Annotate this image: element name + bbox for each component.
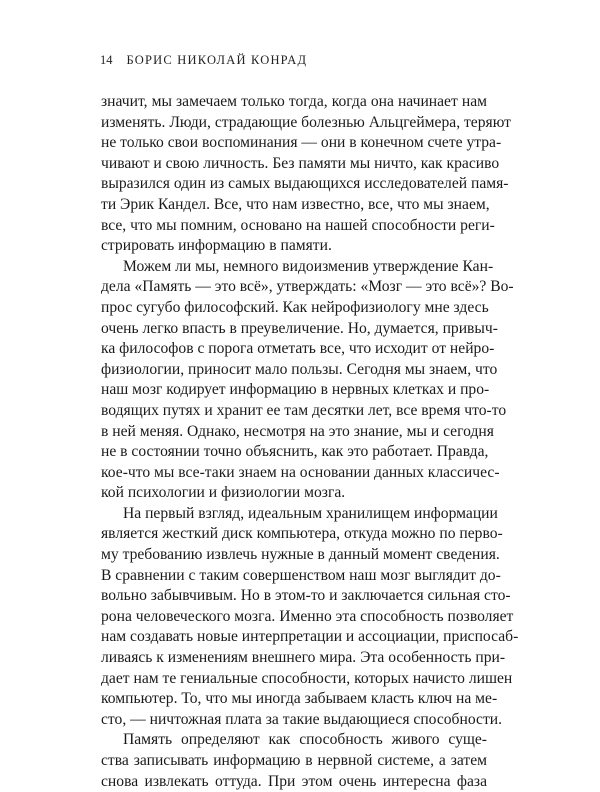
text-line: му требованию извлечь нужные в данный момент сведения. bbox=[101, 546, 500, 564]
text-line: ства записывать информацию в нервной системе, а затем bbox=[101, 752, 487, 769]
text-line: На первый взгляд, идеальным хранилищем информации bbox=[123, 504, 498, 522]
running-head-title: БОРИС НИКОЛАЙ КОНРАД bbox=[126, 53, 308, 67]
running-head bbox=[100, 53, 307, 68]
text-line: снова извлекать оттуда. При этом очень интересна фаза bbox=[101, 772, 487, 790]
text-line: ливаясь к изменениям внешнего мира. Эта особенность при- bbox=[101, 649, 506, 667]
text-line: изменять. Люди, страдающие болезнью Альцгеймера, теряют bbox=[101, 113, 511, 131]
text-line: очень легко впасть в преувеличение. Но, думается, привыч- bbox=[101, 319, 498, 337]
text-line: вольно забывчивым. Но в этом-то и заключается сильная сто- bbox=[101, 587, 511, 605]
text-line: Память определяют как способность живого суще- bbox=[123, 731, 487, 749]
text-line: значит, мы замечаем только тогда, когда она начинает нам bbox=[101, 93, 487, 110]
text-line: чивают и свою личность. Без памяти мы ничто, как красиво bbox=[101, 154, 500, 172]
paragraph bbox=[101, 730, 487, 792]
paragraph bbox=[101, 504, 519, 731]
text-line: компьютер. То, что мы иногда забываем класть ключ на ме- bbox=[101, 690, 498, 708]
text-line: в ней меняя. Однако, несмотря на это знание, мы и сегодня bbox=[101, 422, 494, 440]
text-line: сто, — ничтожная плата за такие выдающиеся способности. bbox=[101, 710, 503, 728]
text-line: является жесткий диск компьютера, откуда можно по перво- bbox=[101, 525, 503, 543]
page-number: 14 bbox=[100, 53, 113, 67]
text-line: стрировать информацию в памяти. bbox=[101, 237, 332, 255]
text-line: выразился один из самых выдающихся исследователей памя- bbox=[101, 175, 509, 193]
text-line: ти Эрик Кандел. Все, что нам известно, все, что мы знаем, bbox=[101, 195, 490, 213]
text-line: физиологии, приносит мало пользы. Сегодня мы знаем, что bbox=[101, 360, 498, 378]
text-line: не в состоянии точно объяснить, как это работает. Правда, bbox=[101, 443, 489, 461]
text-line: кое-что мы все-таки знаем на основании данных классичес- bbox=[101, 463, 500, 481]
text-line: В сравнении с таким совершенством наш мозг выглядит до- bbox=[101, 566, 501, 584]
text-line: прос сугубо философский. Как нейрофизиологу мне здесь bbox=[101, 298, 489, 316]
text-line: рона человеческого мозга. Именно эта способность позволяет bbox=[101, 607, 514, 625]
text-line: дает нам те гениальные способности, которых начисто лишен bbox=[101, 669, 513, 687]
text-line: все, что мы помним, основано на нашей способности реги- bbox=[101, 216, 495, 234]
body-text bbox=[101, 92, 519, 792]
text-line: кой психологии и физиологии мозга. bbox=[101, 484, 346, 502]
text-line: Можем ли мы, немного видоизменив утверждение Кан- bbox=[123, 257, 494, 275]
paragraph bbox=[101, 92, 511, 257]
text-line: водящих путях и хранит ее там десятки лет, все время что-то bbox=[101, 401, 507, 419]
text-line: нам создавать новые интерпретации и ассоциации, приспосаб- bbox=[101, 628, 519, 646]
paragraph bbox=[101, 257, 514, 504]
text-line: наш мозг кодирует информацию в нервных клетках и про- bbox=[101, 381, 490, 399]
text-line: дела «Память — это всё», утверждать: «Мозг — это всё»? Во- bbox=[101, 278, 514, 296]
text-line: не только свои воспоминания — они в конечном счете утра- bbox=[101, 134, 502, 152]
text-line: ка философов с порога отметать все, что исходит от нейро- bbox=[101, 340, 495, 358]
